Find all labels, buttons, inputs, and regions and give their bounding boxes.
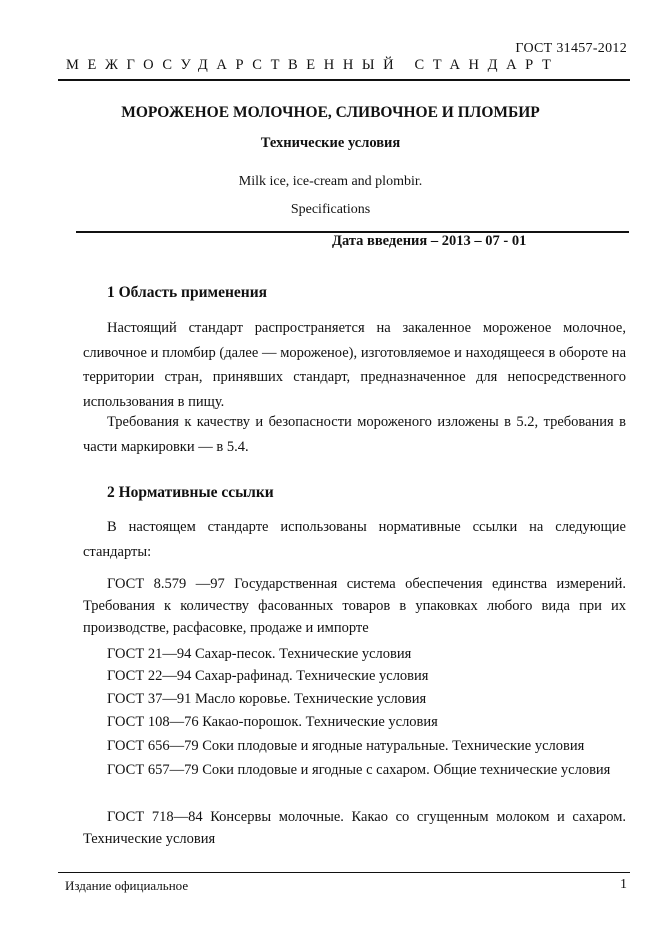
- intro-date: Дата введения – 2013 – 07 - 01: [332, 233, 527, 249]
- english-subtitle: Specifications: [290, 202, 371, 217]
- reference-item: ГОСТ 718—84 Консервы молочные. Какао со сгущенным молоком и сахаром. Технические условия: [83, 809, 626, 847]
- gost-number: ГОСТ 31457-2012: [515, 41, 627, 56]
- interstate-standard-label: МЕЖГОСУДАРСТВЕННЫЙ СТАНДАРТ: [66, 57, 560, 73]
- requirements-paragraph: Требования к качеству и безопасности мороженого изложены в 5.2, требования в части маркировки — в 5.4.: [83, 414, 626, 455]
- scope-paragraph: Настоящий стандарт распространяется на закаленное мороженое молочное, сливочное и пломбир (далее — мороженое), изготовляемое и находящееся в обороте на территории стран, принявших стандарт, предназначенное для непосредственного использования в пищу.: [83, 320, 626, 410]
- english-title: Milk ice, ice-cream and plombir.: [238, 174, 423, 189]
- references-intro: В настоящем стандарте использованы нормативные ссылки на следующие стандарты:: [83, 519, 626, 560]
- reference-item: ГОСТ 37—91 Масло коровье. Технические условия: [107, 691, 427, 707]
- edition-label: Издание официальное: [65, 878, 189, 893]
- reference-item: ГОСТ 8.579 —97 Государственная система обеспечения единства измерений. Требования к количеству фасованных товаров в упаковках любого вида при их производстве, расфасовке, продаже и импорте: [83, 576, 626, 636]
- footer-divider: [58, 872, 630, 873]
- reference-item: ГОСТ 657—79 Соки плодовые и ягодные с сахаром. Общие технические условия: [107, 762, 611, 778]
- reference-item: ГОСТ 108—76 Какао-порошок. Технические условия: [107, 714, 438, 730]
- reference-item: ГОСТ 22—94 Сахар-рафинад. Технические условия: [107, 668, 429, 684]
- document-subtitle: Технические условия: [260, 135, 401, 151]
- reference-item: ГОСТ 21—94 Сахар-песок. Технические условия: [107, 646, 412, 662]
- reference-item: ГОСТ 656—79 Соки плодовые и ягодные натуральные. Технические условия: [107, 738, 585, 754]
- section-heading-references: 2 Нормативные ссылки: [107, 484, 274, 501]
- document-title: МОРОЖЕНОЕ МОЛОЧНОЕ, СЛИВОЧНОЕ И ПЛОМБИР: [121, 104, 540, 121]
- page-number: 1: [620, 877, 627, 892]
- header-divider: [58, 79, 630, 81]
- section-heading-scope: 1 Область применения: [107, 284, 268, 301]
